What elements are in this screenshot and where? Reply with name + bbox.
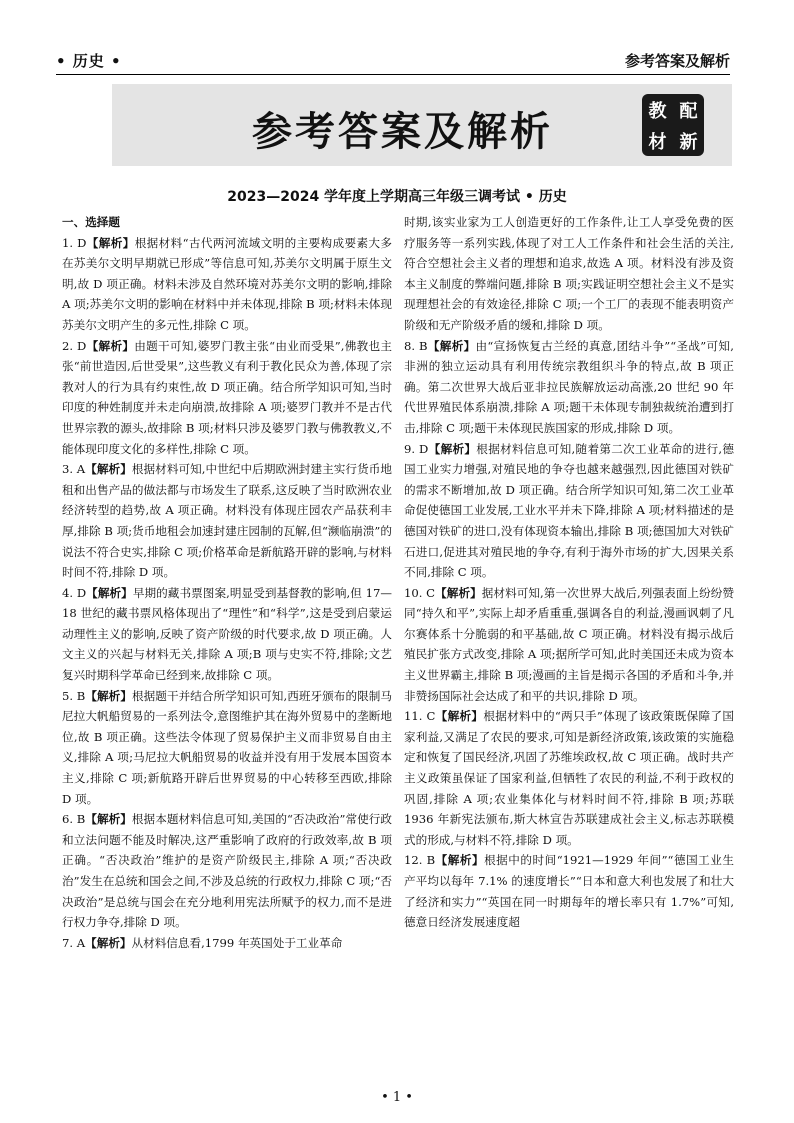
logo-char: 新 [679,131,698,153]
answer-item [62,809,392,933]
analysis-tag: 【解析】 [86,235,135,250]
section-heading: 一、选择题 [62,215,120,229]
answer-continuation: 时期,该实业家为工人创造更好的工作条件,让工人享受免费的医疗服务等一系列实践,体现了对工人工作条件和社会生活的关注,符合空想社会主义者的理想和追求,故选 A 项。材料没有涉及资本主义制度的弊端问题,排除 B 项;实践证明空想社会主义不是实现理想社会的有效途径,排除 C 项;一个工厂的表现不能表明资产阶级和无产阶级矛盾的缓和,排除 D 项。 [404,215,734,332]
answer-number: 10. C [404,585,436,600]
analysis-tag: 【解析】 [435,585,482,600]
analysis-tag: 【解析】 [428,441,477,456]
answer-number: 1. D [62,235,87,250]
answer-number: 7. A [62,935,86,950]
analysis-tag: 【解析】 [435,853,485,868]
answer-number: 3. A [62,462,86,477]
logo-char: 教 [648,100,667,122]
exam-title: 2023—2024 学年度上学期高三年级三调考试 • 历史 [227,189,567,205]
answer-number: 6. B [62,812,86,827]
answer-text: 由题干可知,婆罗门教主张“由业而受果”,佛教也主张“前世造因,后世受果”,这些教义有利于教化民众为善,体现了宗教对人的行为具有约束性,故 D 项正确。结合所学知识可知,当时印度的种姓制度并未走向崩溃,故排除 A 项;婆罗门教并不是古代世界宗教的源头,故排除 B 项;材料只涉及婆罗门教与佛教教义,不能体现印度文化的多样性,排除 C 项。 [62,338,392,456]
answer-number: 4. D [62,585,87,600]
answer-item [404,850,734,932]
answer-item [404,583,734,707]
answer-text: 早期的藏书票图案,明显受到基督教的影响,但 17—18 世纪的藏书票风格体现出了“理性”和“科学”,这是受到启蒙运动理性主义的影响,反映了资产阶级的时代要求,故 D 项正确。人文主义的兴起与材料无关,排除 A 项;B 项与史实不符,排除;文艺复兴时期科学革命已经到来,故排除 C 项。 [62,585,392,683]
header-rule [56,74,730,75]
analysis-tag: 【解析】 [86,585,133,600]
logo-char: 配 [679,100,698,122]
page-header [0,0,794,84]
logo-char: 材 [648,131,667,153]
answer-text: 根据材料中的“两只手”体现了该政策既保障了国家利益,又满足了农民的要求,可知是新经济政策,该政策的实施稳定和恢复了国民经济,巩固了苏维埃政权,故 C 项正确。战时共产主义政策虽保证了国家利益,但牺牲了农民的利益,不利于政权的巩固,排除 A 项;农业集体化与材料时间不符,排除 B 项;苏联 1936 年新宪法颁布,斯大林宣告苏联建成社会主义,标志苏联模式的形成,与材料不符,排除 D 项。 [404,709,734,847]
answer-number: 2. D [62,338,87,353]
answer-number: 9. D [404,441,429,456]
answer-item [404,439,734,583]
analysis-tag: 【解析】 [427,338,476,353]
answer-text: 由“宣扬恢复古兰经的真意,团结斗争”“圣战”可知,非洲的独立运动具有利用传统宗教组织斗争的特点,故 B 项正确。第二次世界大战后亚非拉民族解放运动高涨,20 世纪 90 年代世界殖民体系崩溃,排除 A 项;题干未体现专制独裁统治遭到打击,排除 C 项;题干未体现民族国家的形成,排除 D 项。 [404,338,734,435]
answer-item [404,336,734,439]
answer-item [62,233,392,336]
answer-item [404,706,734,850]
answer-text: 根据材料信息可知,随着第二次工业革命的进行,德国工业实力增强,对殖民地的争夺也越来越强烈,因此德国对铁矿的需求不断增加,故 D 项正确。结合所学知识可知,第二次工业革命促使德国工业发展,工业水平并未下降,排除 A 项;材料描述的是德国对铁矿的进口,没有体现资本输出,排除 B 项;德国加大对铁矿石进口,促进其对殖民地的争夺,有利于海外市场的扩大,因果关系不同,排除 C 项。 [404,441,734,580]
answer-text: 根据材料可知,中世纪中后期欧洲封建主实行货币地租和出售产品的做法都与市场发生了联系,这反映了当时欧洲农业经济转型的趋势,故 A 项正确。材料没有体现庄园农产品获利丰厚,排除 B 项;货币地租会加速封建庄园制的瓦解,但“濒临崩溃”的说法不符合史实,排除 C 项;价格革命是新航路开辟的影响,与材料时间不符,排除 D 项。 [62,462,392,580]
analysis-tag: 【解析】 [435,709,484,724]
analysis-tag: 【解析】 [85,688,132,703]
answer-item [62,336,392,460]
analysis-tag: 【解析】 [85,935,132,950]
answer-item [62,933,392,954]
analysis-tag: 【解析】 [85,812,132,827]
answer-item [62,459,392,583]
answer-item [62,686,392,810]
answer-text: 从材料信息看,1799 年英国处于工业革命 [131,935,343,950]
left-column [62,212,392,953]
page-number: • 1 • [381,1090,413,1105]
header-right-title: 参考答案及解析 [624,52,730,70]
publisher-logo [642,94,704,156]
answer-text: 据材料可知,第一次世界大战后,列强表面上纷纷赞同“持久和平”,实际上却矛盾重重,强调各自的利益,漫画讽刺了凡尔赛体系十分脆弱的和平基础,故 C 项正确。材料没有揭示战后殖民扩张方式改变,排除 A 项;据所学可知,此时美国还未成为资本主义世界霸主,排除 B 项;漫画的主旨是揭示各国的矛盾和斗争,并非赞扬国际社会达成了和平的共识,排除 D 项。 [404,585,734,703]
answer-text: 根据中的时间“1921—1929 年间”“德国工业生产平均以每年 7.1% 的速度增长”“日本和意大利也发展了和壮大了经济和实力”“英国在同一时期每年的增长率只有 1.7%”可知,德意日经济发展速度超 [404,853,734,930]
analysis-tag: 【解析】 [85,462,132,477]
answer-number: 5. B [62,688,86,703]
banner-title: 参考答案及解析 [252,109,553,155]
answer-number: 12. B [404,853,436,868]
title-banner [112,84,732,166]
answer-text: 根据材料“古代两河流域文明的主要构成要素大多在苏美尔文明早期就已形成”等信息可知,苏美尔文明属于原生文明,故 D 项正确。材料未涉及自然环境对苏美尔文明的影响,排除 A 项;苏美尔文明的影响在材料中并未体现,排除 B 项;材料未体现苏美尔文明产生的多元性,排除 C 项。 [62,235,392,332]
answer-number: 8. B [404,338,428,353]
answer-text: 根据本题材料信息可知,美国的“否决政治”常使行政和立法问题不能及时解决,这严重影响了政府的行政效率,故 B 项正确。“否决政治”维护的是资产阶级民主,排除 A 项;“否决政治”发生在总统和国会之间,不涉及总统的行政权力,排除 C 项;“否决政治”是总统与国会在充分地利用宪法所赋予的权力,而不是进行权力争夺,排除 D 项。 [62,812,392,930]
analysis-tag: 【解析】 [86,338,135,353]
answer-item [62,583,392,686]
subject-label: • 历史 • [56,52,122,70]
answer-number: 11. C [404,709,436,724]
answer-text: 根据题干并结合所学知识可知,西班牙颁布的限制马尼拉大帆船贸易的一系列法令,意图维护其在海外贸易中的垄断地位,故 B 项正确。这些法令体现了贸易保护主义而非贸易自由主义,排除 A 项;马尼拉大帆船贸易的收益并没有用于发展本国资本主义,排除 C 项;新航路开辟后世界贸易的中心转移至西欧,排除 D 项。 [62,688,392,806]
right-column [404,212,734,933]
